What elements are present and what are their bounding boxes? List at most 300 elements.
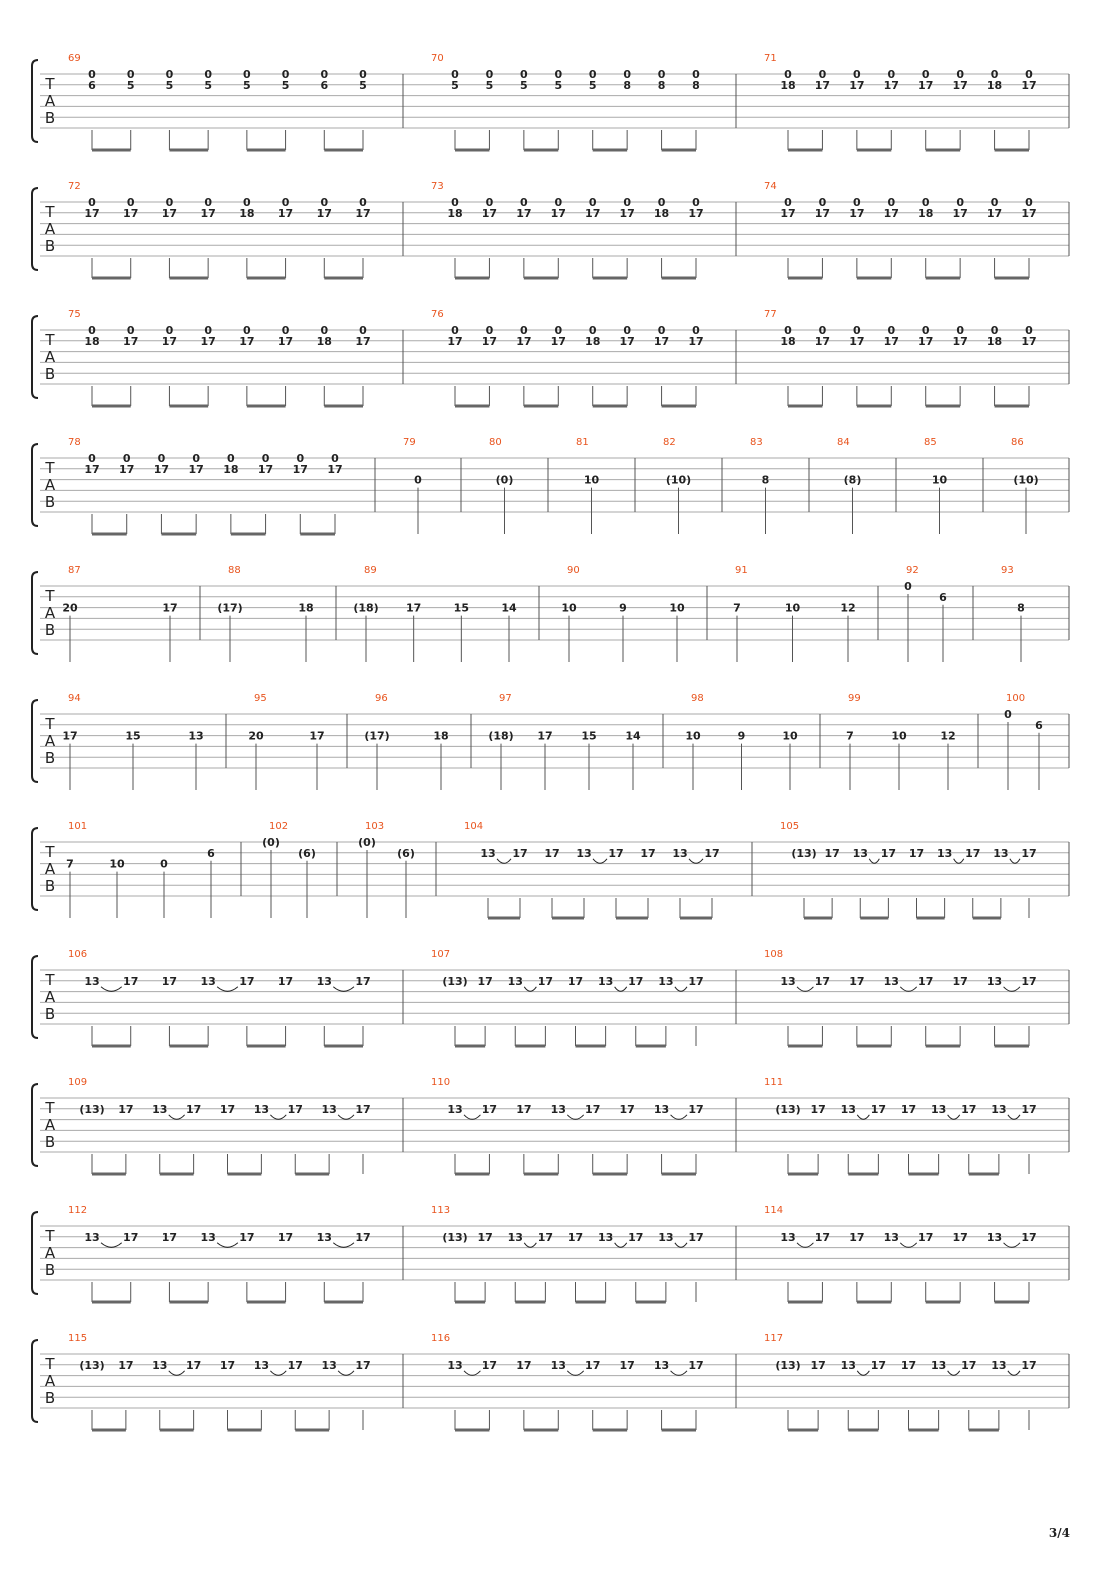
- measure-number: 71: [764, 53, 777, 64]
- tab-clef-letter: T: [45, 587, 55, 605]
- tie-slur: [270, 1371, 286, 1376]
- fret-number: 0: [520, 196, 528, 209]
- fret-number: (18): [488, 729, 514, 743]
- fret-number: 13: [780, 1230, 796, 1244]
- fret-number: 17: [918, 1230, 934, 1244]
- fret-number: 7: [733, 601, 741, 615]
- fret-number: 13: [188, 729, 204, 743]
- measure-number: 85: [924, 437, 937, 448]
- fret-number: 17: [123, 334, 139, 348]
- tie-slur: [900, 1243, 916, 1248]
- tab-clef-letter: T: [45, 1355, 55, 1373]
- fret-number: 12: [940, 729, 956, 743]
- measure-number: 114: [764, 1205, 784, 1216]
- fret-number: 17: [516, 334, 532, 348]
- fret-number: 17: [277, 334, 294, 348]
- fret-number: 5: [520, 78, 528, 92]
- fret-number: 0: [126, 324, 135, 337]
- fret-number: 0: [359, 68, 367, 81]
- fret-number: 0: [88, 196, 96, 209]
- fret-number: 17: [537, 974, 554, 988]
- fret-number: 5: [204, 78, 212, 92]
- measure-number: 69: [68, 53, 81, 64]
- measure-number: 86: [1011, 437, 1024, 448]
- fret-number: 17: [567, 974, 584, 988]
- fret-number: (17): [217, 601, 243, 615]
- tab-clef-letter: B: [44, 1005, 56, 1023]
- fret-number: 0: [520, 68, 528, 81]
- fret-number: 17: [62, 729, 78, 743]
- fret-number: 15: [581, 729, 597, 743]
- fret-number: 13: [321, 1358, 337, 1372]
- fret-number: 17: [952, 206, 968, 220]
- fret-number: 18: [918, 206, 934, 220]
- fret-number: 0: [1025, 324, 1033, 337]
- tie-slur: [101, 987, 122, 992]
- fret-number: 13: [200, 1230, 216, 1244]
- fret-number: 17: [585, 1358, 601, 1372]
- fret-number: 5: [554, 78, 563, 92]
- fret-number: 7: [66, 857, 74, 871]
- tab-clef-letter: T: [45, 843, 55, 861]
- fret-number: 10: [891, 729, 907, 743]
- fret-number: 0: [588, 196, 597, 209]
- fret-number: 17: [123, 1230, 139, 1244]
- fret-number: 0: [485, 68, 494, 81]
- fret-number: 17: [316, 206, 332, 220]
- measure-number: 104: [464, 821, 484, 832]
- fret-number: 0: [414, 473, 422, 487]
- fret-number: 0: [554, 196, 563, 209]
- fret-number: 0: [956, 68, 964, 81]
- fret-number: 12: [840, 601, 856, 615]
- fret-number: 17: [292, 462, 308, 476]
- fret-number: 17: [780, 206, 796, 220]
- tie-slur: [524, 1243, 536, 1248]
- fret-number: 17: [84, 462, 100, 476]
- fret-number: 0: [165, 68, 174, 81]
- fret-number: 18: [780, 334, 796, 348]
- measure-number: 77: [764, 309, 777, 320]
- system-bracket: [32, 828, 38, 910]
- fret-number: 13: [316, 1230, 332, 1244]
- fret-number: 0: [320, 196, 329, 209]
- fret-number: 17: [585, 1102, 601, 1116]
- fret-number: 17: [880, 846, 897, 860]
- fret-number: 13: [84, 974, 100, 988]
- fret-number: 0: [921, 68, 930, 81]
- fret-number: 13: [672, 846, 688, 860]
- fret-number: 0: [122, 452, 131, 465]
- measure-number: 102: [269, 821, 289, 832]
- fret-number: 17: [477, 974, 493, 988]
- fret-number: 17: [161, 1230, 178, 1244]
- fret-number: 0: [359, 196, 367, 209]
- fret-number: 13: [576, 846, 592, 860]
- fret-number: 9: [737, 729, 746, 743]
- tie-slur: [675, 1243, 687, 1248]
- fret-number: 0: [520, 324, 528, 337]
- fret-number: 17: [118, 1102, 134, 1116]
- tie-slur: [671, 1371, 687, 1376]
- tie-slur: [671, 1115, 687, 1120]
- fret-number: 17: [277, 206, 294, 220]
- fret-number: 20: [62, 601, 78, 615]
- system-bracket: [32, 1084, 38, 1166]
- fret-number: 13: [930, 1102, 947, 1116]
- measure-number: 72: [68, 181, 81, 192]
- fret-number: 13: [986, 1230, 1003, 1244]
- fret-number: 13: [84, 1230, 100, 1244]
- fret-number: 0: [451, 68, 459, 81]
- fret-number: 0: [320, 324, 329, 337]
- tab-clef-letter: B: [44, 109, 56, 127]
- fret-number: 17: [537, 1230, 554, 1244]
- tie-slur: [857, 1371, 869, 1376]
- measure-number: 84: [837, 437, 850, 448]
- tie-slur: [217, 987, 238, 992]
- fret-number: 17: [185, 1358, 202, 1372]
- fret-number: 17: [619, 334, 635, 348]
- tab-clef-letter: B: [44, 237, 56, 255]
- fret-number: 5: [126, 78, 135, 92]
- fret-number: 0: [126, 68, 135, 81]
- measure-number: 96: [375, 693, 388, 704]
- fret-number: 17: [849, 334, 865, 348]
- fret-number: 17: [640, 846, 656, 860]
- fret-number: 17: [544, 846, 560, 860]
- fret-number: 0: [204, 324, 212, 337]
- fret-number: 0: [921, 196, 930, 209]
- tab-clef-letter: A: [44, 604, 56, 622]
- measure-number: 111: [764, 1077, 784, 1088]
- fret-number: 17: [516, 1358, 532, 1372]
- fret-number: 5: [485, 78, 494, 92]
- fret-number: 17: [355, 1230, 371, 1244]
- fret-number: (13): [79, 1102, 105, 1116]
- measure-number: 75: [68, 309, 81, 320]
- measure-number: 92: [906, 565, 919, 576]
- measure-number: 117: [764, 1333, 784, 1344]
- fret-number: 0: [692, 324, 700, 337]
- fret-number: 17: [219, 1358, 236, 1372]
- fret-number: 0: [485, 324, 494, 337]
- fret-number: 18: [986, 78, 1003, 92]
- measure-number: 115: [68, 1333, 88, 1344]
- fret-number: 0: [165, 324, 174, 337]
- fret-number: 17: [161, 974, 178, 988]
- tab-clef-letter: B: [44, 493, 56, 511]
- fret-number: 13: [152, 1358, 168, 1372]
- measure-number: 83: [750, 437, 763, 448]
- tab-clef-letter: B: [44, 1261, 56, 1279]
- fret-number: 17: [1021, 1102, 1037, 1116]
- fret-number: 17: [123, 206, 139, 220]
- fret-number: 0: [990, 196, 999, 209]
- fret-number: 17: [550, 334, 566, 348]
- measure-number: 112: [68, 1205, 88, 1216]
- measure-number: 107: [431, 949, 451, 960]
- fret-number: 17: [550, 206, 566, 220]
- fret-number: 17: [537, 729, 553, 743]
- fret-number: 17: [477, 1230, 493, 1244]
- fret-number: 5: [281, 78, 290, 92]
- fret-number: 17: [608, 846, 624, 860]
- fret-number: 17: [153, 462, 170, 476]
- fret-number: 17: [512, 846, 528, 860]
- fret-number: 17: [824, 846, 840, 860]
- fret-number: 17: [965, 846, 981, 860]
- fret-number: 9: [619, 601, 627, 615]
- fret-number: 17: [814, 1230, 831, 1244]
- fret-number: 13: [152, 1102, 168, 1116]
- fret-number: 17: [118, 1358, 134, 1372]
- fret-number: 10: [931, 473, 948, 487]
- fret-number: 17: [688, 974, 704, 988]
- tie-slur: [217, 1243, 238, 1248]
- fret-number: 17: [161, 206, 178, 220]
- fret-number: (13): [791, 846, 817, 860]
- fret-number: 17: [355, 206, 371, 220]
- fret-number: 0: [692, 196, 700, 209]
- fret-number: 0: [990, 68, 999, 81]
- system-bracket: [32, 1340, 38, 1422]
- fret-number: 0: [1025, 196, 1033, 209]
- fret-number: 17: [355, 1102, 371, 1116]
- fret-number: 20: [248, 729, 264, 743]
- fret-number: 10: [784, 601, 801, 615]
- fret-number: 17: [1021, 334, 1037, 348]
- fret-number: 0: [853, 196, 861, 209]
- fret-number: 0: [320, 68, 329, 81]
- tie-slur: [497, 859, 511, 864]
- tab-clef-letter: T: [45, 203, 55, 221]
- fret-number: 17: [239, 974, 255, 988]
- fret-number: 6: [88, 78, 96, 92]
- fret-number: 17: [516, 206, 532, 220]
- fret-number: 13: [840, 1102, 856, 1116]
- fret-number: 17: [200, 334, 216, 348]
- system-bracket: [32, 572, 38, 654]
- fret-number: (13): [442, 1230, 468, 1244]
- fret-number: (13): [775, 1358, 801, 1372]
- tab-clef-letter: A: [44, 1372, 56, 1390]
- fret-number: 17: [277, 974, 294, 988]
- tab-clef-letter: B: [44, 1389, 56, 1407]
- fret-number: 17: [481, 206, 498, 220]
- tab-clef-letter: T: [45, 331, 55, 349]
- tie-slur: [593, 859, 607, 864]
- fret-number: 0: [887, 196, 896, 209]
- fret-number: 0: [160, 857, 168, 871]
- fret-number: 17: [810, 1358, 826, 1372]
- fret-number: 0: [623, 324, 631, 337]
- tab-clef-letter: A: [44, 1244, 56, 1262]
- fret-number: 13: [991, 1102, 1007, 1116]
- measure-number: 108: [764, 949, 784, 960]
- fret-number: 10: [685, 729, 701, 743]
- fret-number: 17: [516, 1102, 532, 1116]
- fret-number: 17: [908, 846, 925, 860]
- tie-slur: [333, 987, 354, 992]
- fret-number: 18: [585, 334, 601, 348]
- measure-number: 106: [68, 949, 88, 960]
- tie-slur: [333, 1243, 354, 1248]
- fret-number: 13: [321, 1102, 337, 1116]
- tab-clef-letter: A: [44, 476, 56, 494]
- fret-number: (18): [353, 601, 379, 615]
- system-bracket: [32, 1212, 38, 1294]
- fret-number: 0: [281, 68, 290, 81]
- tie-slur: [948, 1115, 960, 1120]
- fret-number: 0: [818, 324, 827, 337]
- measure-number: 87: [68, 565, 81, 576]
- fret-number: 18: [316, 334, 332, 348]
- tab-clef-letter: A: [44, 92, 56, 110]
- tab-clef-letter: B: [44, 877, 56, 895]
- tab-clef-letter: T: [45, 459, 55, 477]
- fret-number: 17: [1021, 206, 1037, 220]
- fret-number: 13: [447, 1102, 463, 1116]
- fret-number: 17: [849, 1230, 865, 1244]
- fret-number: (13): [79, 1358, 105, 1372]
- measure-number: 74: [764, 181, 777, 192]
- fret-number: 0: [88, 68, 96, 81]
- fret-number: 17: [619, 206, 635, 220]
- fret-number: 0: [657, 196, 666, 209]
- tab-clef-letter: A: [44, 732, 56, 750]
- fret-number: 13: [930, 1358, 947, 1372]
- fret-number: 0: [126, 196, 135, 209]
- fret-number: 0: [887, 68, 896, 81]
- fret-number: 17: [277, 1230, 294, 1244]
- fret-number: 17: [309, 729, 325, 743]
- page-number: 3/4: [1048, 1526, 1070, 1540]
- fret-number: 18: [780, 78, 796, 92]
- tab-clef-letter: T: [45, 971, 55, 989]
- tie-slur: [797, 987, 813, 992]
- tab-clef-letter: B: [44, 1133, 56, 1151]
- fret-number: 7: [846, 729, 854, 743]
- tie-slur: [338, 1115, 354, 1120]
- measure-number: 101: [68, 821, 88, 832]
- tie-slur: [1008, 1115, 1020, 1120]
- fret-number: 17: [1021, 78, 1037, 92]
- measure-number: 95: [254, 693, 267, 704]
- tie-slur: [900, 987, 916, 992]
- measure-number: 93: [1001, 565, 1014, 576]
- fret-number: 17: [870, 1358, 887, 1372]
- fret-number: 0: [784, 196, 792, 209]
- fret-number: 17: [900, 1358, 917, 1372]
- fret-number: 0: [243, 324, 251, 337]
- tab-clef-letter: A: [44, 220, 56, 238]
- fret-number: 13: [550, 1358, 566, 1372]
- measure-number: 88: [228, 565, 241, 576]
- fret-number: (6): [397, 846, 415, 860]
- fret-number: 17: [870, 1102, 887, 1116]
- tie-slur: [615, 987, 627, 992]
- fret-number: 17: [688, 1230, 704, 1244]
- fret-number: 18: [986, 334, 1003, 348]
- measure-number: 94: [68, 693, 81, 704]
- fret-number: 0: [657, 324, 666, 337]
- tab-clef-letter: B: [44, 365, 56, 383]
- tie-slur: [1004, 1243, 1020, 1248]
- tab-clef-letter: T: [45, 1099, 55, 1117]
- fret-number: (8): [843, 473, 862, 487]
- tie-slur: [615, 1243, 627, 1248]
- fret-number: 17: [704, 846, 720, 860]
- fret-number: 17: [327, 462, 343, 476]
- fret-number: 17: [986, 206, 1003, 220]
- fret-number: 17: [567, 1230, 584, 1244]
- fret-number: 17: [355, 1358, 371, 1372]
- fret-number: 0: [692, 68, 700, 81]
- fret-number: 17: [619, 1358, 635, 1372]
- fret-number: 8: [692, 78, 700, 92]
- fret-number: 0: [1025, 68, 1033, 81]
- measure-number: 73: [431, 181, 444, 192]
- fret-number: 13: [993, 846, 1009, 860]
- fret-number: 0: [157, 452, 166, 465]
- fret-number: 18: [239, 206, 255, 220]
- tie-slur: [675, 987, 687, 992]
- fret-number: 0: [623, 68, 631, 81]
- fret-number: 15: [453, 601, 469, 615]
- fret-number: 17: [123, 974, 139, 988]
- fret-number: 0: [887, 324, 896, 337]
- tie-slur: [567, 1115, 583, 1120]
- system-bracket: [32, 956, 38, 1038]
- fret-number: 13: [883, 1230, 899, 1244]
- fret-number: 17: [952, 334, 968, 348]
- fret-number: 13: [550, 1102, 566, 1116]
- tie-slur: [567, 1371, 583, 1376]
- fret-number: 17: [287, 1358, 303, 1372]
- fret-number: (0): [358, 836, 376, 849]
- fret-number: 0: [853, 324, 861, 337]
- fret-number: 17: [257, 462, 274, 476]
- measure-number: 78: [68, 437, 81, 448]
- tab-clef-letter: A: [44, 860, 56, 878]
- tab-clef-letter: B: [44, 621, 56, 639]
- fret-number: 0: [261, 452, 270, 465]
- fret-number: 6: [207, 846, 215, 860]
- tab-clef-letter: T: [45, 75, 55, 93]
- fret-number: 17: [406, 601, 422, 615]
- tie-slur: [338, 1371, 354, 1376]
- tie-slur: [101, 1243, 122, 1248]
- fret-number: 17: [628, 1230, 644, 1244]
- fret-number: 0: [853, 68, 861, 81]
- fret-number: 17: [239, 1230, 255, 1244]
- fret-number: 17: [688, 206, 704, 220]
- fret-number: 13: [597, 1230, 614, 1244]
- fret-number: 17: [185, 1102, 202, 1116]
- fret-number: 13: [852, 846, 868, 860]
- fret-number: 18: [223, 462, 239, 476]
- fret-number: 17: [918, 334, 934, 348]
- fret-number: 17: [688, 334, 704, 348]
- fret-number: 8: [1017, 601, 1025, 615]
- fret-number: 0: [784, 324, 792, 337]
- fret-number: (10): [665, 473, 692, 487]
- fret-number: 13: [658, 974, 674, 988]
- fret-number: 13: [780, 974, 796, 988]
- fret-number: 13: [253, 1358, 270, 1372]
- tab-clef-letter: A: [44, 1116, 56, 1134]
